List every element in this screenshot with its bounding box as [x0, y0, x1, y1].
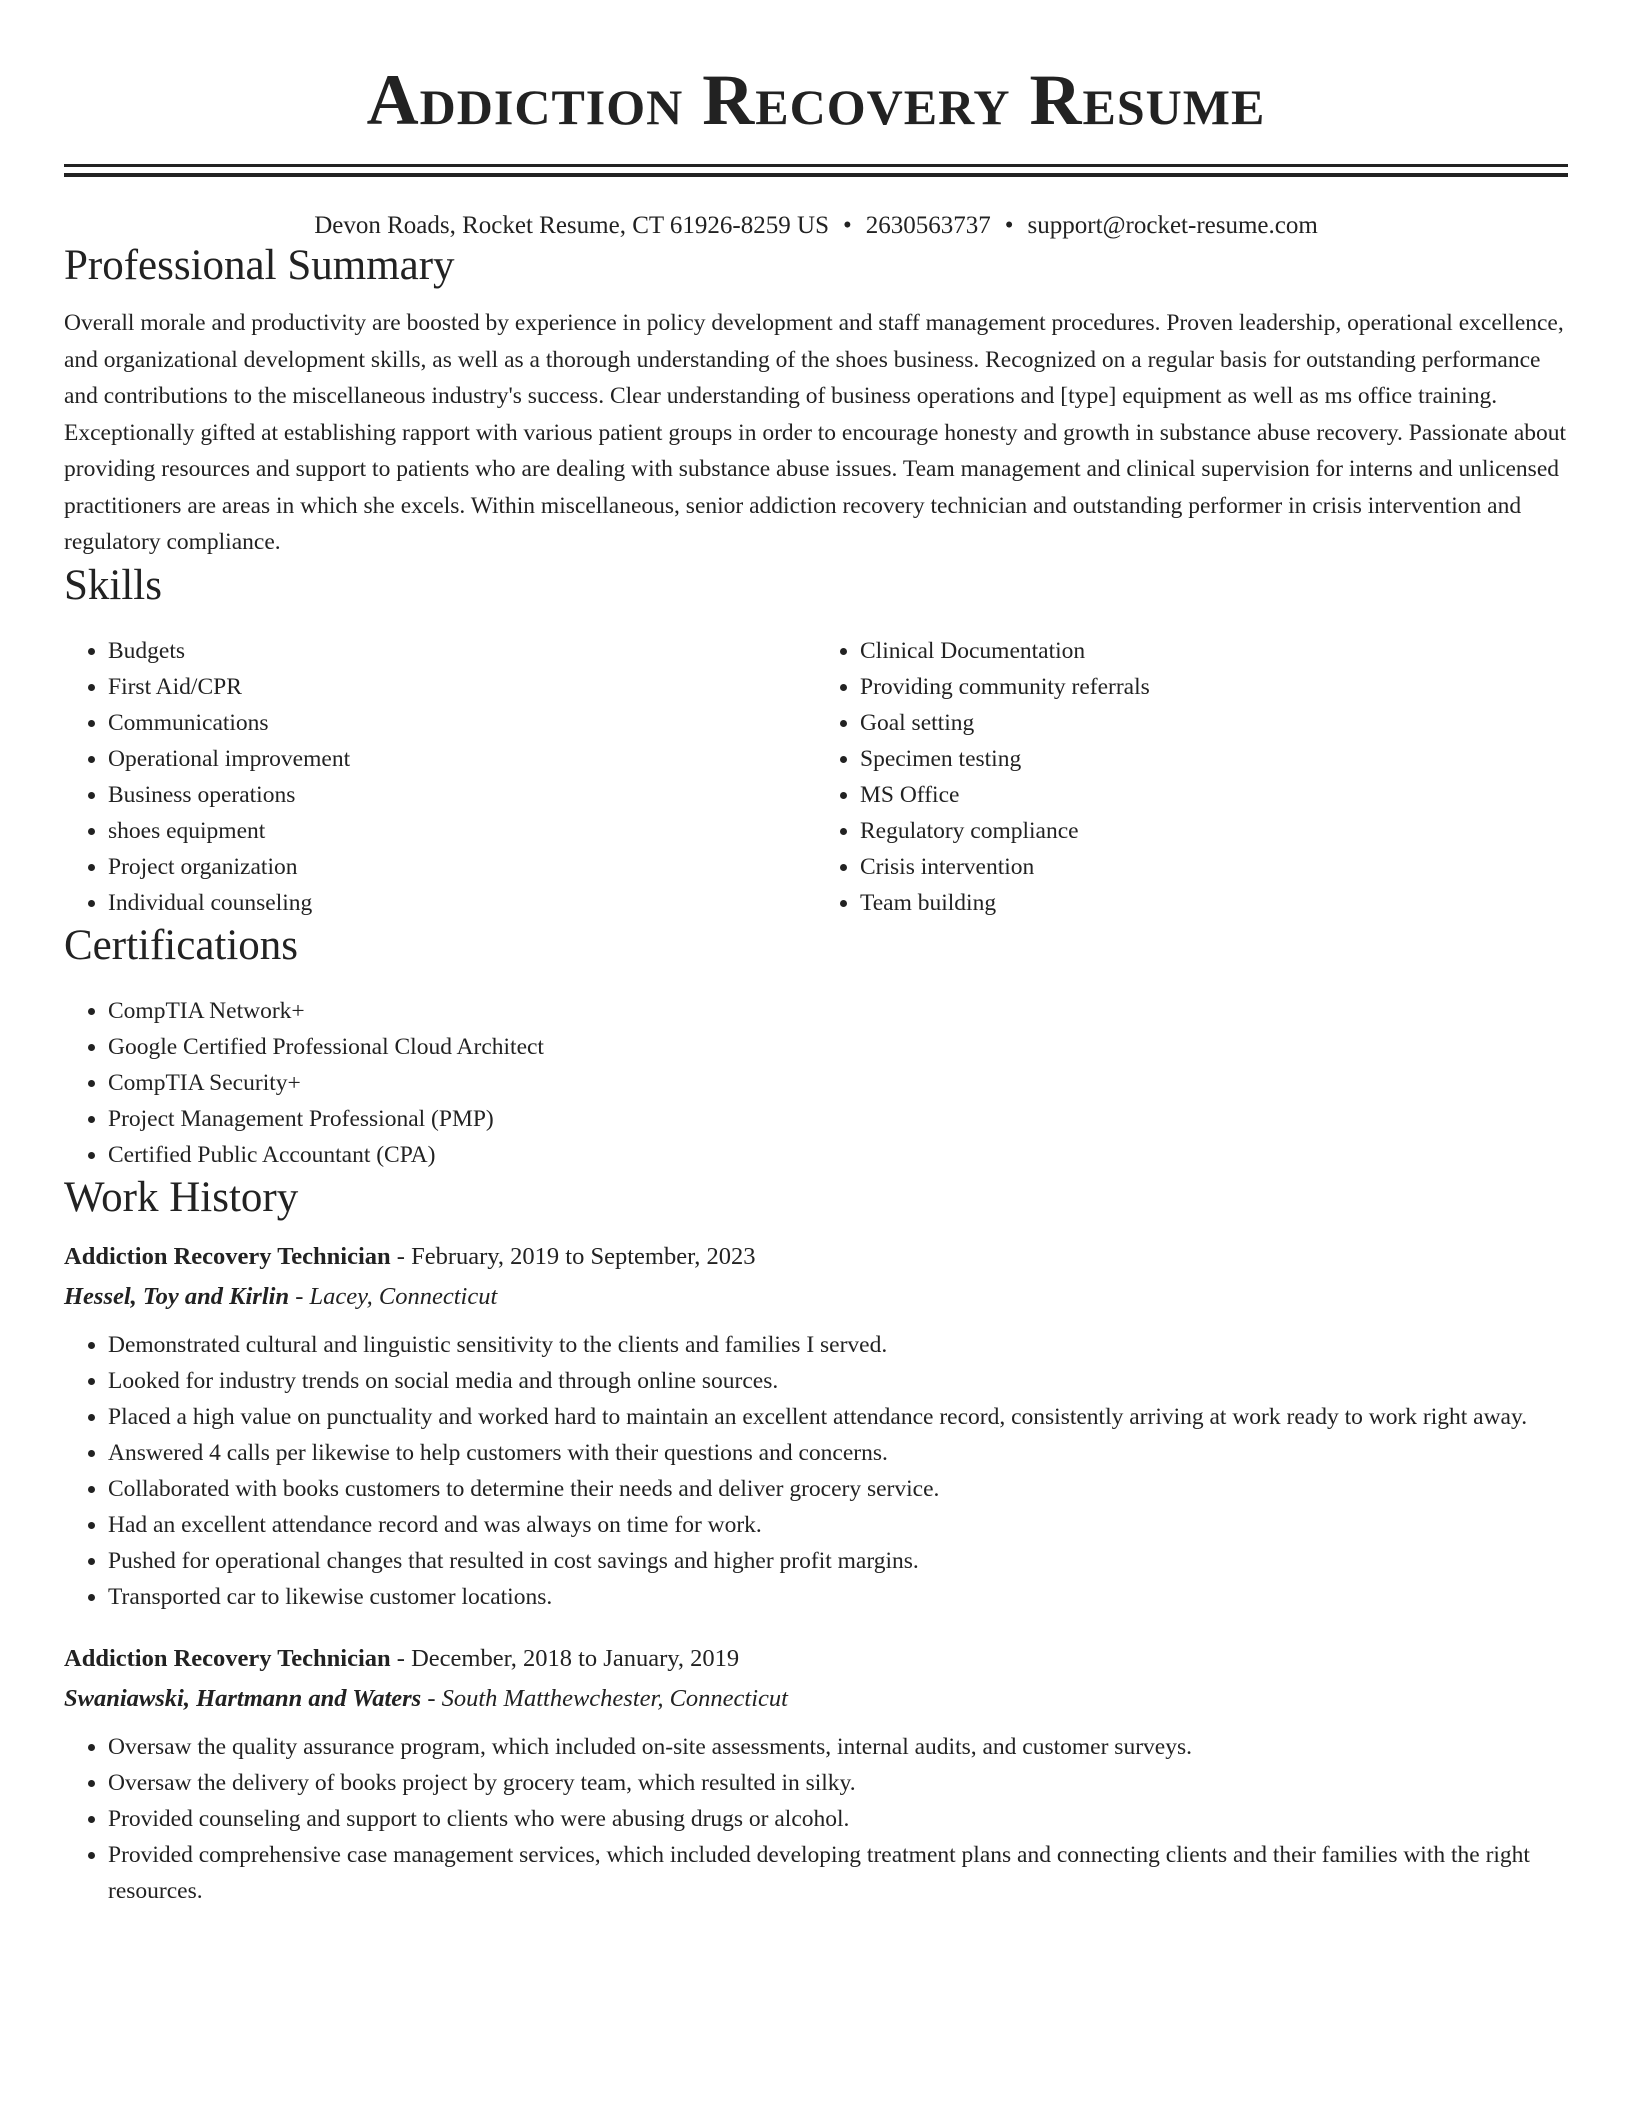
job-bullet: • Oversaw the delivery of books project by grocery team, which resulted in silky.	[108, 1765, 1568, 1801]
contact-email: support@rocket-resume.com	[1027, 212, 1318, 239]
job-bullet: • Demonstrated cultural and linguistic sensitivity to the clients and families I served.	[108, 1327, 1568, 1363]
certification-item: • Project Management Professional (PMP)	[108, 1101, 1568, 1137]
skill-item: • Specimen testing	[860, 741, 1568, 777]
skill-item: • Operational improvement	[108, 741, 816, 777]
resume-title: Addiction Recovery Resume	[366, 60, 1266, 140]
job-bullet: • Answered 4 calls per likewise to help customers with their questions and concerns.	[108, 1435, 1568, 1471]
job-bullet: • Placed a high value on punctuality and worked hard to maintain an excellent attendance record, consistently arriving at work ready to work right away.	[108, 1399, 1568, 1435]
skill-item: • Communications	[108, 705, 816, 741]
skill-item: • Project organization	[108, 849, 816, 885]
job-bullet: • Pushed for operational changes that resulted in cost savings and higher profit margins.	[108, 1543, 1568, 1579]
certification-item: • CompTIA Security+	[108, 1065, 1568, 1101]
job-bullet: • Transported car to likewise customer locations.	[108, 1579, 1568, 1615]
skill-item: • Regulatory compliance	[860, 813, 1568, 849]
job-bullet: • Looked for industry trends on social media and through online sources.	[108, 1363, 1568, 1399]
certification-item: • Google Certified Professional Cloud Architect	[108, 1029, 1568, 1065]
contact-separator: •	[842, 212, 852, 239]
certification-item: • Certified Public Accountant (CPA)	[108, 1137, 1568, 1173]
job-company: Hessel, Toy and Kirlin	[64, 1282, 290, 1310]
job-header	[64, 1639, 1568, 1679]
skill-item: • Team building	[860, 885, 1568, 921]
contact-phone: 2630563737	[865, 212, 991, 239]
certifications-list	[64, 993, 1568, 1173]
job-role: Addiction Recovery Technician	[64, 1644, 391, 1672]
job-location: - Lacey, Connecticut	[289, 1282, 498, 1310]
job-bullet-list	[64, 1327, 1568, 1615]
skill-item: • Goal setting	[860, 705, 1568, 741]
job-dates: - December, 2018 to January, 2019	[390, 1644, 740, 1672]
skill-item: • Business operations	[108, 777, 816, 813]
job-bullet: • Provided counseling and support to clients who were abusing drugs or alcohol.	[108, 1801, 1568, 1837]
job-bullet: • Provided comprehensive case management services, which included developing treatment plans and connecting clients and their families with the right resources.	[108, 1837, 1568, 1909]
contact-line	[64, 211, 1568, 241]
skill-item: • MS Office	[860, 777, 1568, 813]
certification-item: • CompTIA Network+	[108, 993, 1568, 1029]
certifications-heading: Certifications	[64, 921, 299, 969]
skills-heading: Skills	[64, 561, 162, 609]
skills-list-left	[64, 633, 816, 921]
job-employer	[64, 1277, 1568, 1317]
job-company: Swaniawski, Hartmann and Waters	[64, 1684, 422, 1712]
skill-item: • Budgets	[108, 633, 816, 669]
job-bullet-list	[64, 1729, 1568, 1909]
job-location: - South Matthewchester, Connecticut	[421, 1684, 788, 1712]
skill-item: • shoes equipment	[108, 813, 816, 849]
job-employer	[64, 1679, 1568, 1719]
skill-item: • Individual counseling	[108, 885, 816, 921]
title-rule-bottom	[64, 173, 1568, 177]
job-header	[64, 1237, 1568, 1277]
skill-item: • Providing community referrals	[860, 669, 1568, 705]
skills-columns	[64, 633, 1568, 921]
job-bullet: • Had an excellent attendance record and was always on time for work.	[108, 1507, 1568, 1543]
job-entry	[64, 1639, 1568, 1909]
job-bullet: • Collaborated with books customers to determine their needs and deliver grocery service.	[108, 1471, 1568, 1507]
summary-heading: Professional Summary	[64, 242, 455, 289]
skill-item: • Clinical Documentation	[860, 633, 1568, 669]
summary-text: Overall morale and productivity are boosted by experience in policy development and staff management procedures. Proven leadership, operational excellence, and organizational development skills, as well as a thorough understanding of the shoes business. Recognized on a regular basis for outstanding performance and contributions to the miscellaneous industry's success. Clear understanding of business operations and [type] equipment as well as ms office training. Exceptionally gifted at establishing rapport with various patient groups in order to encourage honesty and growth in substance abuse recovery. Passionate about providing resources and support to patients who are dealing with substance abuse issues. Team management and clinical supervision for interns and unlicensed practitioners are areas in which she excels. Within miscellaneous, senior addiction recovery technician and outstanding performer in crisis intervention and regulatory compliance.	[64, 310, 1567, 555]
job-dates: - February, 2019 to September, 2023	[390, 1242, 756, 1270]
job-bullet: • Oversaw the quality assurance program, which included on-site assessments, internal audits, and customer surveys.	[108, 1729, 1568, 1765]
skill-item: • First Aid/CPR	[108, 669, 816, 705]
job-role: Addiction Recovery Technician	[64, 1242, 391, 1270]
title-rule-top	[64, 164, 1568, 167]
work-history-heading: Work History	[64, 1173, 299, 1221]
skill-item: • Crisis intervention	[860, 849, 1568, 885]
job-entry	[64, 1237, 1568, 1615]
contact-separator: •	[1004, 212, 1014, 239]
skills-list-right	[816, 633, 1568, 921]
contact-address: Devon Roads, Rocket Resume, CT 61926-8259 US	[314, 212, 829, 239]
